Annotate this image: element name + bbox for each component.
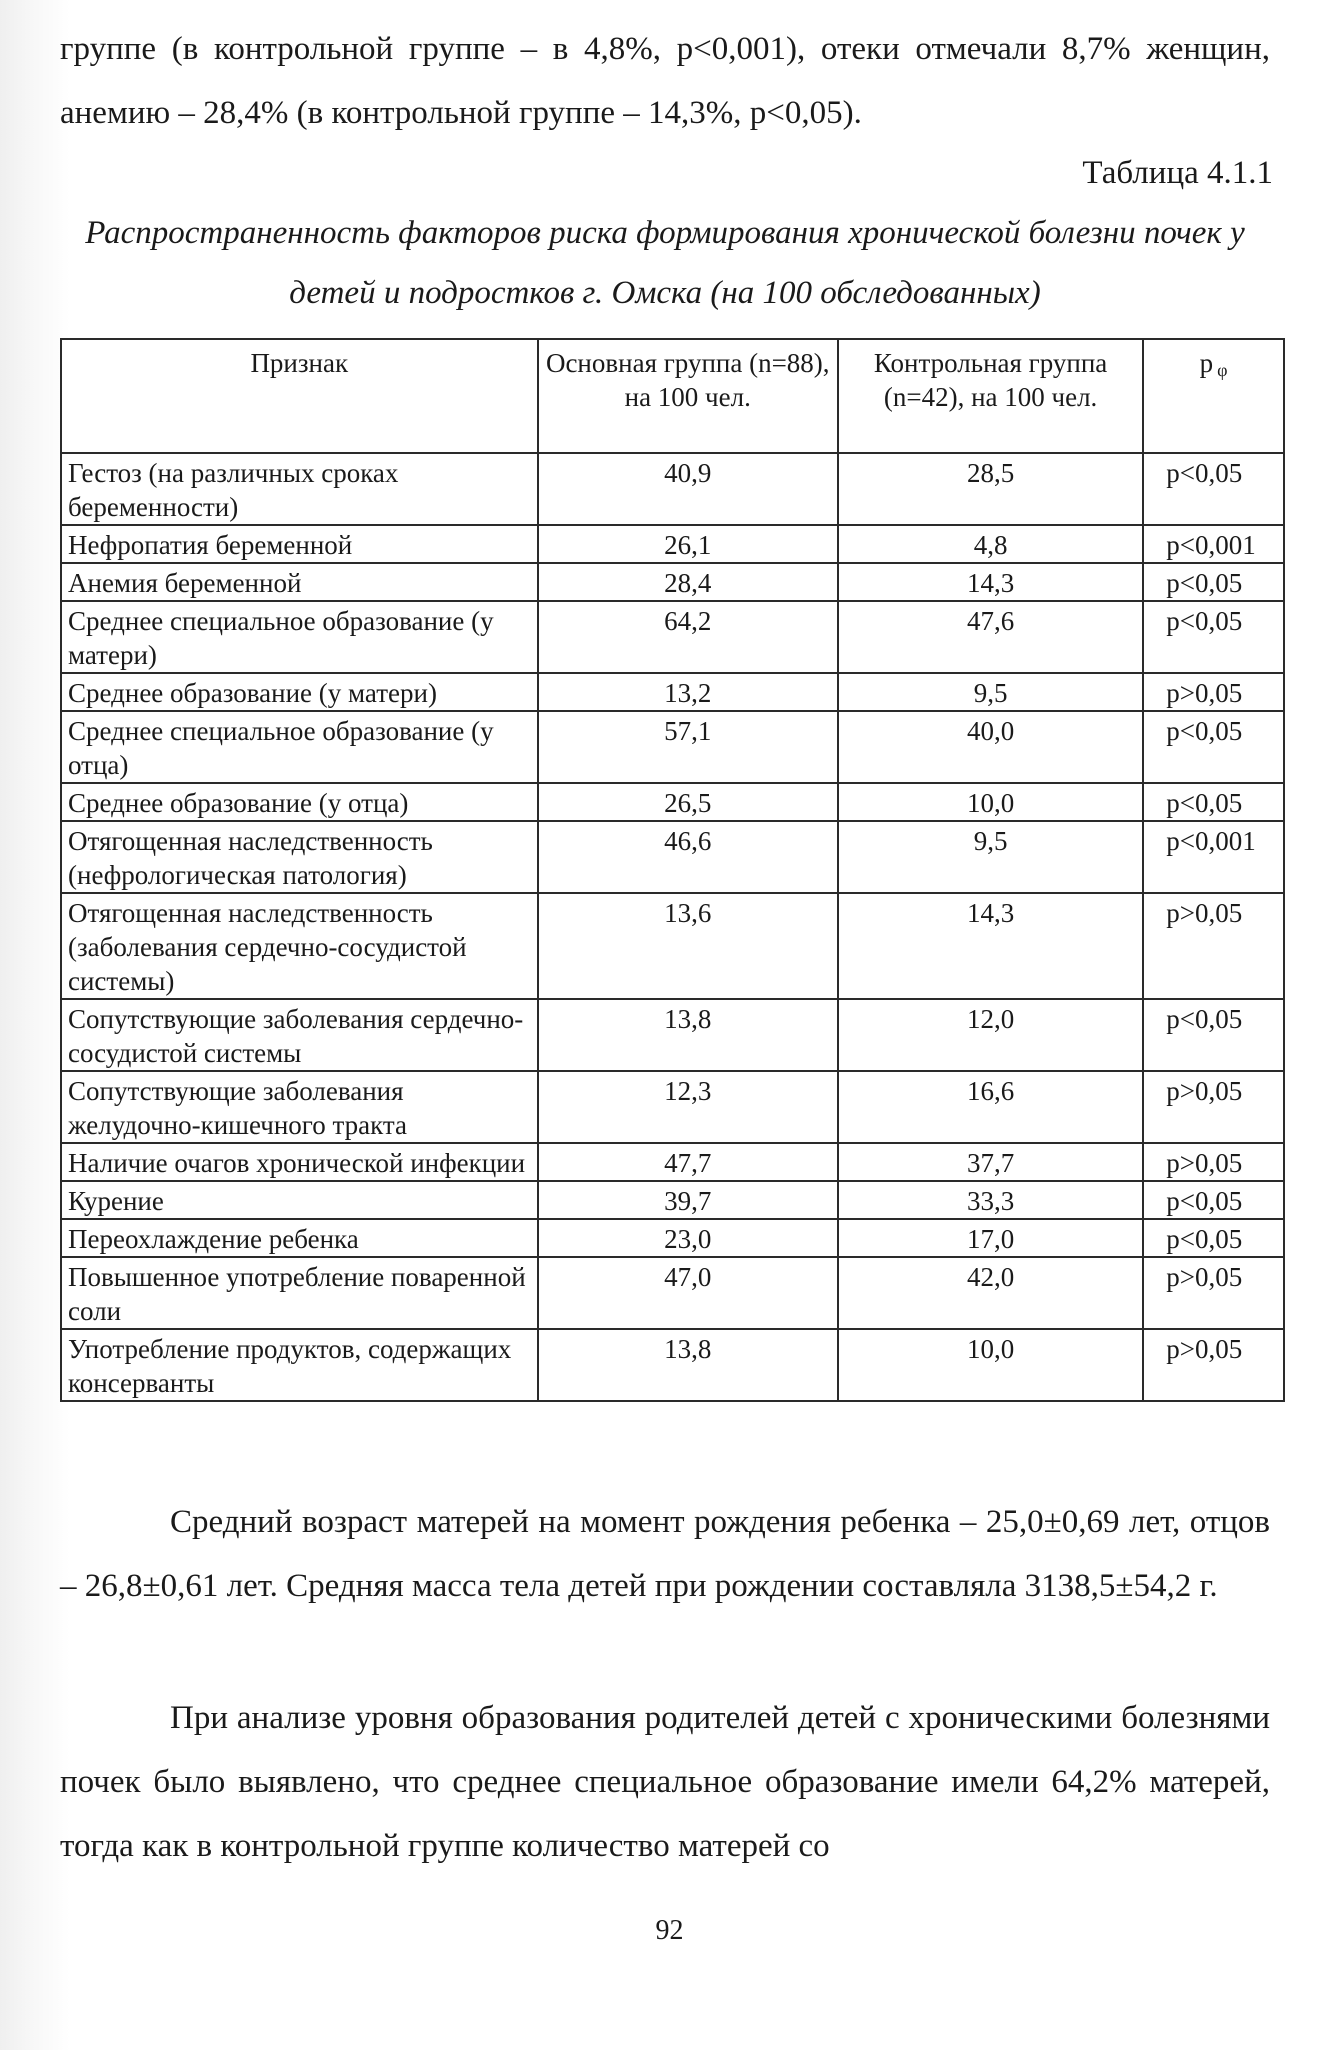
cell-feature: Нефропатия беременной (61, 525, 538, 563)
table-row (61, 1143, 1284, 1181)
table-row (61, 1329, 1284, 1401)
cell-p-value: p<0,05 (1143, 711, 1284, 783)
table-caption: Распространенность факторов риска формирования хронической болезни почек у детей и подростков г. Омска (на 100 обследованных) (85, 215, 1245, 311)
table-row (61, 525, 1284, 563)
cell-p-value: p<0,05 (1143, 783, 1284, 821)
cell-main-group: 13,8 (538, 999, 838, 1071)
page-number: 92 (655, 1915, 684, 1946)
cell-feature: Отягощенная наследственность (нефрологическая патология) (61, 821, 538, 893)
cell-control-group: 42,0 (838, 1257, 1143, 1329)
cell-p-value: p<0,001 (1143, 821, 1284, 893)
cell-control-group: 16,6 (838, 1071, 1143, 1143)
table-row (61, 893, 1284, 999)
table-body (61, 453, 1284, 1401)
cell-main-group: 26,1 (538, 525, 838, 563)
table-row (61, 601, 1284, 673)
header-p-label: p (1199, 348, 1214, 378)
table-row (61, 1257, 1284, 1329)
table-label: Таблица 4.1.1 (1082, 155, 1273, 191)
header-p-subscript: φ (1217, 360, 1228, 380)
table-row (61, 821, 1284, 893)
table-header (61, 339, 1284, 453)
table-row (61, 1071, 1284, 1143)
cell-feature: Сопутствующие заболевания сердечно-сосудистой системы (61, 999, 538, 1071)
cell-p-value: p>0,05 (1143, 1143, 1284, 1181)
cell-main-group: 12,3 (538, 1071, 838, 1143)
cell-control-group: 37,7 (838, 1143, 1143, 1181)
cell-control-group: 40,0 (838, 711, 1143, 783)
cell-p-value: p<0,05 (1143, 601, 1284, 673)
paragraph-bottom: При анализе уровня образования родителей детей с хроническими болезнями почек было выявлено, что среднее специальное образование имели 64,2% матерей, тогда как в контрольной группе количество матерей со (60, 1700, 1270, 1864)
table-row (61, 563, 1284, 601)
cell-feature: Сопутствующие заболевания желудочно-кишечного тракта (61, 1071, 538, 1143)
table-row (61, 783, 1284, 821)
cell-p-value: p>0,05 (1143, 1257, 1284, 1329)
risk-factors-table (60, 338, 1285, 1402)
table-row (61, 453, 1284, 525)
table-header-row (61, 339, 1284, 453)
cell-feature: Курение (61, 1181, 538, 1219)
cell-main-group: 13,6 (538, 893, 838, 999)
cell-feature: Среднее специальное образование (у отца) (61, 711, 538, 783)
cell-p-value: p>0,05 (1143, 673, 1284, 711)
cell-feature: Среднее образование (у матери) (61, 673, 538, 711)
cell-main-group: 57,1 (538, 711, 838, 783)
cell-feature: Среднее образование (у отца) (61, 783, 538, 821)
table-row (61, 1219, 1284, 1257)
cell-control-group: 47,6 (838, 601, 1143, 673)
cell-main-group: 64,2 (538, 601, 838, 673)
header-feature: Признак (61, 339, 538, 453)
cell-main-group: 28,4 (538, 563, 838, 601)
cell-main-group: 23,0 (538, 1219, 838, 1257)
cell-p-value: p<0,05 (1143, 1181, 1284, 1219)
cell-main-group: 40,9 (538, 453, 838, 525)
cell-control-group: 14,3 (838, 893, 1143, 999)
cell-main-group: 13,8 (538, 1329, 838, 1401)
cell-p-value: p<0,001 (1143, 525, 1284, 563)
cell-feature: Переохлаждение ребенка (61, 1219, 538, 1257)
cell-p-value: p>0,05 (1143, 1329, 1284, 1401)
paragraph-top: группе (в контрольной группе – в 4,8%, p<0,001), отеки отмечали 8,7% женщин, анемию – 28,4% (в контрольной группе – 14,3%, p<0,05). (60, 31, 1270, 131)
cell-feature: Отягощенная наследственность (заболевания сердечно-сосудистой системы) (61, 893, 538, 999)
header-main-group: Основная группа (n=88), на 100 чел. (538, 339, 838, 453)
table-row (61, 999, 1284, 1071)
cell-feature: Повышенное употребление поваренной соли (61, 1257, 538, 1329)
cell-control-group: 4,8 (838, 525, 1143, 563)
cell-p-value: p<0,05 (1143, 453, 1284, 525)
cell-feature: Употребление продуктов, содержащих консерванты (61, 1329, 538, 1401)
cell-feature: Среднее специальное образование (у матери) (61, 601, 538, 673)
cell-main-group: 47,7 (538, 1143, 838, 1181)
cell-control-group: 14,3 (838, 563, 1143, 601)
cell-p-value: p<0,05 (1143, 1219, 1284, 1257)
header-p-value (1143, 339, 1284, 453)
paragraph-middle: Средний возраст матерей на момент рождения ребенка – 25,0±0,69 лет, отцов – 26,8±0,61 лет. Средняя масса тела детей при рождении составляла 3138,5±54,2 г. (60, 1504, 1270, 1604)
cell-control-group: 28,5 (838, 453, 1143, 525)
cell-control-group: 17,0 (838, 1219, 1143, 1257)
table-row (61, 1181, 1284, 1219)
cell-p-value: p<0,05 (1143, 999, 1284, 1071)
cell-main-group: 46,6 (538, 821, 838, 893)
cell-feature: Гестоз (на различных сроках беременности) (61, 453, 538, 525)
cell-main-group: 26,5 (538, 783, 838, 821)
cell-feature: Анемия беременной (61, 563, 538, 601)
table-row (61, 711, 1284, 783)
cell-control-group: 33,3 (838, 1181, 1143, 1219)
cell-main-group: 47,0 (538, 1257, 838, 1329)
table-row (61, 673, 1284, 711)
cell-control-group: 10,0 (838, 783, 1143, 821)
cell-control-group: 10,0 (838, 1329, 1143, 1401)
cell-control-group: 9,5 (838, 673, 1143, 711)
cell-control-group: 12,0 (838, 999, 1143, 1071)
cell-main-group: 13,2 (538, 673, 838, 711)
cell-control-group: 9,5 (838, 821, 1143, 893)
cell-p-value: p>0,05 (1143, 893, 1284, 999)
cell-p-value: p>0,05 (1143, 1071, 1284, 1143)
cell-feature: Наличие очагов хронической инфекции (61, 1143, 538, 1181)
cell-p-value: p<0,05 (1143, 563, 1284, 601)
header-control-group: Контрольная группа (n=42), на 100 чел. (838, 339, 1143, 453)
cell-main-group: 39,7 (538, 1181, 838, 1219)
